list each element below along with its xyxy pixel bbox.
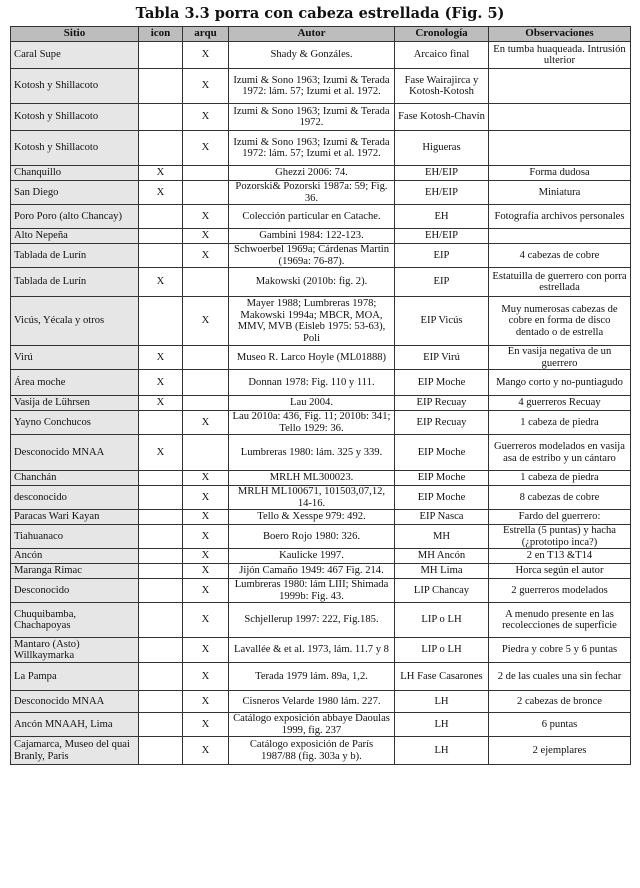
cell-icon <box>139 549 183 564</box>
cell-sitio: Área moche <box>11 370 139 396</box>
cell-arqu <box>183 346 229 370</box>
cell-observaciones: 6 puntas <box>489 713 631 737</box>
cell-observaciones: Fardo del guerrero: <box>489 510 631 525</box>
cell-sitio: Ancón MNAAH, Lima <box>11 713 139 737</box>
cell-autor: Lumbreras 1980: lám LIII; Shimada 1999b: Fig. 43. <box>229 579 395 603</box>
cell-autor: Jijón Camaño 1949: 467 Fig. 214. <box>229 564 395 579</box>
table-row <box>11 181 631 205</box>
cell-observaciones: 1 cabeza de piedra <box>489 471 631 486</box>
header-arqu: arqu <box>183 27 229 42</box>
cell-cronologia: LH <box>395 737 489 765</box>
cell-autor: MRLH ML100671, 101503,07,12, 14-16. <box>229 486 395 510</box>
cell-icon <box>139 244 183 268</box>
cell-icon <box>139 42 183 69</box>
cell-icon: X <box>139 166 183 181</box>
cell-autor: MRLH ML300023. <box>229 471 395 486</box>
cell-cronologia: LIP o LH <box>395 638 489 663</box>
cell-arqu: X <box>183 244 229 268</box>
cell-observaciones: 4 cabezas de cobre <box>489 244 631 268</box>
cell-arqu: X <box>183 510 229 525</box>
cell-sitio: Kotosh y Shillacoto <box>11 104 139 131</box>
cell-arqu: X <box>183 525 229 549</box>
cell-observaciones: Miniatura <box>489 181 631 205</box>
cell-cronologia: EIP Nasca <box>395 510 489 525</box>
cell-icon <box>139 713 183 737</box>
cell-observaciones: Guerreros modelados en vasija asa de estribo y un cántaro <box>489 435 631 471</box>
cell-observaciones: Estrella (5 puntas) y hacha (¿prototipo inca?) <box>489 525 631 549</box>
cell-cronologia: EIP Moche <box>395 435 489 471</box>
table-row <box>11 663 631 691</box>
cell-arqu: X <box>183 663 229 691</box>
cell-cronologia: LH <box>395 691 489 713</box>
cell-autor: Lavallée & et al. 1973, lám. 11.7 y 8 <box>229 638 395 663</box>
table-row <box>11 42 631 69</box>
cell-arqu: X <box>183 603 229 638</box>
cell-observaciones: Forma dudosa <box>489 166 631 181</box>
table-row <box>11 510 631 525</box>
cell-arqu: X <box>183 691 229 713</box>
cell-cronologia: MH Lima <box>395 564 489 579</box>
cell-autor: Schwoerbel 1969a; Cárdenas Martin (1969a: 76-87). <box>229 244 395 268</box>
cell-observaciones: 2 en T13 &T14 <box>489 549 631 564</box>
cell-observaciones: 8 cabezas de cobre <box>489 486 631 510</box>
cell-icon <box>139 663 183 691</box>
cell-cronologia: LH <box>395 713 489 737</box>
cell-sitio: Desconocido <box>11 579 139 603</box>
cell-cronologia: EIP <box>395 268 489 297</box>
cell-autor: Kaulicke 1997. <box>229 549 395 564</box>
cell-arqu: X <box>183 471 229 486</box>
cell-icon <box>139 564 183 579</box>
cell-icon: X <box>139 370 183 396</box>
cell-sitio: Virú <box>11 346 139 370</box>
cell-autor: Catálogo exposición de París 1987/88 (fig. 303a y b). <box>229 737 395 765</box>
table-row <box>11 737 631 765</box>
cell-sitio: Kotosh y Shillacoto <box>11 69 139 104</box>
table-row <box>11 638 631 663</box>
table-row <box>11 131 631 166</box>
cell-sitio: Ancón <box>11 549 139 564</box>
cell-cronologia: LIP o LH <box>395 603 489 638</box>
cell-arqu: X <box>183 579 229 603</box>
cell-arqu <box>183 166 229 181</box>
cell-sitio: Tablada de Lurín <box>11 268 139 297</box>
cell-cronologia: EH <box>395 205 489 229</box>
table-row <box>11 205 631 229</box>
table-row <box>11 435 631 471</box>
cell-cronologia: Higueras <box>395 131 489 166</box>
cell-observaciones <box>489 104 631 131</box>
table-row <box>11 603 631 638</box>
cell-observaciones: Estatuilla de guerrero con porra estrellada <box>489 268 631 297</box>
cell-autor: Ghezzi 2006: 74. <box>229 166 395 181</box>
cell-autor: Izumi & Sono 1963; Izumi & Terada 1972. <box>229 104 395 131</box>
cell-arqu: X <box>183 549 229 564</box>
header-observaciones: Observaciones <box>489 27 631 42</box>
cell-arqu: X <box>183 205 229 229</box>
cell-icon <box>139 229 183 244</box>
table-row <box>11 713 631 737</box>
cell-autor: Mayer 1988; Lumbreras 1978; Makowski 1994a; MBCR, MOA, MMV, MVB (Eisleb 1975: 53-63), Poli <box>229 297 395 346</box>
cell-cronologia: EH/EIP <box>395 166 489 181</box>
cell-observaciones: Muy numerosas cabezas de cobre en forma de disco dentado o de estrella <box>489 297 631 346</box>
sites-table <box>10 26 631 765</box>
cell-sitio: San Diego <box>11 181 139 205</box>
cell-sitio: Chuquibamba, Chachapoyas <box>11 603 139 638</box>
cell-arqu: X <box>183 104 229 131</box>
cell-icon <box>139 131 183 166</box>
cell-sitio: Chanquillo <box>11 166 139 181</box>
cell-sitio: Maranga Rimac <box>11 564 139 579</box>
cell-sitio: Poro Poro (alto Chancay) <box>11 205 139 229</box>
table-body <box>11 42 631 765</box>
cell-sitio: Kotosh y Shillacoto <box>11 131 139 166</box>
cell-cronologia: Fase Wairajirca y Kotosh-Kotosh <box>395 69 489 104</box>
cell-autor: Terada 1979 lám. 89a, 1,2. <box>229 663 395 691</box>
cell-autor: Museo R. Larco Hoyle (ML01888) <box>229 346 395 370</box>
cell-arqu: X <box>183 297 229 346</box>
cell-autor: Catálogo exposición abbaye Daoulas 1999, fig. 237 <box>229 713 395 737</box>
cell-cronologia: LH Fase Casarones <box>395 663 489 691</box>
cell-sitio: Yayno Conchucos <box>11 411 139 435</box>
cell-arqu: X <box>183 69 229 104</box>
table-row <box>11 396 631 411</box>
cell-icon <box>139 411 183 435</box>
cell-icon <box>139 205 183 229</box>
cell-sitio: desconocido <box>11 486 139 510</box>
cell-autor: Tello & Xesspe 979: 492. <box>229 510 395 525</box>
cell-sitio: Chanchán <box>11 471 139 486</box>
table-row <box>11 691 631 713</box>
cell-sitio: Caral Supe <box>11 42 139 69</box>
table-row <box>11 549 631 564</box>
cell-cronologia: EIP Moche <box>395 471 489 486</box>
cell-autor: Lau 2004. <box>229 396 395 411</box>
cell-cronologia: EIP Recuay <box>395 396 489 411</box>
cell-arqu: X <box>183 229 229 244</box>
cell-icon <box>139 525 183 549</box>
cell-observaciones <box>489 229 631 244</box>
cell-arqu: X <box>183 564 229 579</box>
cell-observaciones: 4 guerreros Recuay <box>489 396 631 411</box>
cell-autor: Pozorski& Pozorski 1987a: 59; Fig. 36. <box>229 181 395 205</box>
cell-icon <box>139 297 183 346</box>
cell-icon <box>139 603 183 638</box>
cell-observaciones: 2 cabezas de bronce <box>489 691 631 713</box>
cell-cronologia: EIP Moche <box>395 370 489 396</box>
cell-observaciones: 1 cabeza de piedra <box>489 411 631 435</box>
cell-icon: X <box>139 396 183 411</box>
cell-icon <box>139 104 183 131</box>
cell-icon: X <box>139 268 183 297</box>
table-row <box>11 346 631 370</box>
cell-arqu: X <box>183 411 229 435</box>
cell-sitio: Paracas Wari Kayan <box>11 510 139 525</box>
cell-cronologia: Arcaico final <box>395 42 489 69</box>
cell-sitio: La Pampa <box>11 663 139 691</box>
table-row <box>11 268 631 297</box>
cell-observaciones: Horca según el autor <box>489 564 631 579</box>
table-row <box>11 579 631 603</box>
cell-icon <box>139 69 183 104</box>
cell-observaciones: 2 guerreros modelados <box>489 579 631 603</box>
cell-arqu <box>183 181 229 205</box>
table-row <box>11 104 631 131</box>
cell-cronologia: EIP Moche <box>395 486 489 510</box>
cell-autor: Colección particular en Catache. <box>229 205 395 229</box>
cell-autor: Donnan 1978: Fig. 110 y 111. <box>229 370 395 396</box>
cell-sitio: Tiahuanaco <box>11 525 139 549</box>
cell-autor: Cisneros Velarde 1980 lám. 227. <box>229 691 395 713</box>
cell-autor: Boero Rojo 1980: 326. <box>229 525 395 549</box>
table-row <box>11 370 631 396</box>
cell-cronologia: EIP <box>395 244 489 268</box>
cell-observaciones <box>489 131 631 166</box>
cell-cronologia: MH Ancón <box>395 549 489 564</box>
cell-sitio: Desconocido MNAA <box>11 691 139 713</box>
table-row <box>11 471 631 486</box>
header-sitio: Sitio <box>11 27 139 42</box>
cell-arqu: X <box>183 486 229 510</box>
table-row <box>11 166 631 181</box>
table-row <box>11 486 631 510</box>
header-icon: icon <box>139 27 183 42</box>
cell-sitio: Cajamarca, Museo del quai Branly, Paris <box>11 737 139 765</box>
cell-cronologia: EH/EIP <box>395 229 489 244</box>
cell-observaciones: Piedra y cobre 5 y 6 puntas <box>489 638 631 663</box>
table-title: Tabla 3.3 porra con cabeza estrellada (Fig. 5) <box>135 5 505 22</box>
cell-icon <box>139 638 183 663</box>
table-row <box>11 69 631 104</box>
cell-arqu: X <box>183 737 229 765</box>
cell-icon <box>139 510 183 525</box>
cell-arqu <box>183 370 229 396</box>
cell-autor: Makowski (2010b: fig. 2). <box>229 268 395 297</box>
cell-cronologia: EIP Vicús <box>395 297 489 346</box>
cell-arqu <box>183 435 229 471</box>
cell-icon <box>139 691 183 713</box>
cell-sitio: Vicús, Yécala y otros <box>11 297 139 346</box>
cell-observaciones <box>489 69 631 104</box>
cell-autor: Lumbreras 1980: lám. 325 y 339. <box>229 435 395 471</box>
cell-arqu <box>183 268 229 297</box>
cell-observaciones: En tumba huaqueada. Intrusión ulterior <box>489 42 631 69</box>
cell-observaciones: A menudo presente en las recolecciones de superficie <box>489 603 631 638</box>
cell-cronologia: EIP Recuay <box>395 411 489 435</box>
cell-arqu <box>183 396 229 411</box>
cell-arqu: X <box>183 638 229 663</box>
cell-autor: Gambini 1984: 122-123. <box>229 229 395 244</box>
cell-arqu: X <box>183 131 229 166</box>
table-row <box>11 229 631 244</box>
cell-observaciones: 2 ejemplares <box>489 737 631 765</box>
cell-observaciones: 2 de las cuales una sin fechar <box>489 663 631 691</box>
table-row <box>11 297 631 346</box>
table-row <box>11 525 631 549</box>
cell-autor: Izumi & Sono 1963; Izumi & Terada 1972: lám. 57; Izumi et al. 1972. <box>229 69 395 104</box>
header-row <box>11 27 631 42</box>
cell-icon: X <box>139 435 183 471</box>
cell-icon <box>139 471 183 486</box>
cell-icon: X <box>139 346 183 370</box>
cell-autor: Izumi & Sono 1963; Izumi & Terada 1972: lám. 57; Izumi et al. 1972. <box>229 131 395 166</box>
cell-icon <box>139 579 183 603</box>
cell-cronologia: Fase Kotosh-Chavín <box>395 104 489 131</box>
cell-autor: Shady & Gonzáles. <box>229 42 395 69</box>
cell-sitio: Desconocido MNAA <box>11 435 139 471</box>
cell-sitio: Vasija de Lührsen <box>11 396 139 411</box>
cell-sitio: Alto Nepeña <box>11 229 139 244</box>
cell-observaciones: En vasija negativa de un guerrero <box>489 346 631 370</box>
cell-observaciones: Mango corto y no-puntiagudo <box>489 370 631 396</box>
cell-autor: Lau 2010a: 436, Fig. 11; 2010b: 341; Tello 1929: 36. <box>229 411 395 435</box>
header-cronologia: Cronología <box>395 27 489 42</box>
cell-cronologia: LIP Chancay <box>395 579 489 603</box>
cell-sitio: Tablada de Lurín <box>11 244 139 268</box>
cell-autor: Schjellerup 1997: 222, Fig.185. <box>229 603 395 638</box>
cell-icon <box>139 737 183 765</box>
cell-cronologia: EIP Virú <box>395 346 489 370</box>
table-row <box>11 244 631 268</box>
cell-icon <box>139 486 183 510</box>
cell-cronologia: EH/EIP <box>395 181 489 205</box>
table-row <box>11 411 631 435</box>
header-autor: Autor <box>229 27 395 42</box>
cell-observaciones: Fotografía archivos personales <box>489 205 631 229</box>
table-row <box>11 564 631 579</box>
cell-sitio: Mantaro (Asto) Willkaymarka <box>11 638 139 663</box>
cell-cronologia: MH <box>395 525 489 549</box>
cell-arqu: X <box>183 42 229 69</box>
cell-icon: X <box>139 181 183 205</box>
cell-arqu: X <box>183 713 229 737</box>
